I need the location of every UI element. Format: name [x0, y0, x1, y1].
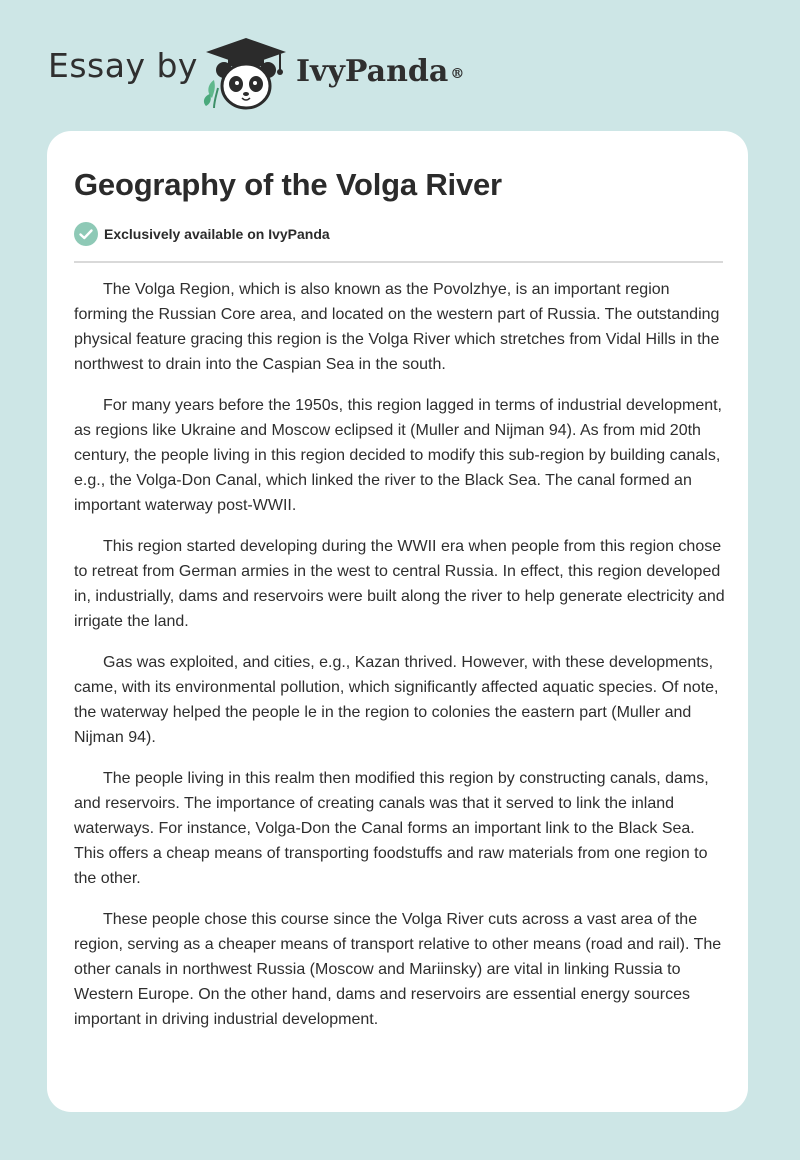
essay-by-label: Essay by — [48, 46, 198, 85]
paragraph: The people living in this realm then modified this region by constructing canals, dams, and reservoirs. The importance of creating canals was that it served to link the inland waterways. For instance, Volga-Don the Canal forms an important link to the Black Sea. This offers a cheap means of transporting foodstuffs and raw materials from one region to the other. — [74, 770, 709, 887]
paragraph: These people chose this course since the Volga River cuts across a vast area of the region, serving as a cheaper means of transport relative to other means (road and rail). The other canals in northwest Russia (Moscow and Mariinsky) are vital in linking Russia to Western Europe. On the other hand, dams and reservoirs are essential energy sources important in driving industrial development. — [74, 911, 722, 1028]
paragraph: This region started developing during the WWII era when people from this region chose to retreat from German armies in the west to central Russia. In effect, this region developed in, industrially, dams and reservoirs were built along the river to help generate electricity and irrigate the land. — [74, 538, 725, 630]
paragraph: The Volga Region, which is also known as the Povolzhye, is an important region forming the Russian Core area, and located on the western part of Russia. The outstanding physical feature gracing this region is the Volga River which stretches from Vidal Hills in the northwest to drain into the Caspian Sea in the south. — [74, 281, 720, 373]
brand-header — [0, 0, 800, 120]
check-circle-icon — [74, 222, 98, 246]
brand-name-text[interactable]: IvyPanda — [296, 54, 449, 89]
article-card — [47, 131, 748, 1112]
paragraph: Gas was exploited, and cities, e.g., Kazan thrived. However, with these developments, came, with its environmental pollution, which significantly affected aquatic species. Of note, the waterway helped the people le in the region to colonies the eastern part (Muller and Nijman 94). — [74, 654, 719, 746]
page-title: Geography of the Volga River — [74, 167, 502, 202]
exclusive-badge — [74, 222, 330, 246]
divider — [74, 261, 723, 263]
article-body — [74, 277, 726, 1048]
brand-name[interactable] — [296, 52, 464, 92]
exclusive-badge-text: Exclusively available on IvyPanda — [104, 226, 330, 242]
paragraph: For many years before the 1950s, this region lagged in terms of industrial development, as regions like Ukraine and Moscow eclipsed it (Muller and Nijman 94). As from mid 20th century, the people living in this region decided to modify this sub-region by building canals, e.g., the Volga-Don Canal, which linked the river to the Black Sea. The canal formed an important waterway post-WWII. — [74, 397, 722, 514]
registered-mark: ® — [450, 66, 465, 82]
panda-graduate-icon[interactable] — [200, 36, 292, 112]
